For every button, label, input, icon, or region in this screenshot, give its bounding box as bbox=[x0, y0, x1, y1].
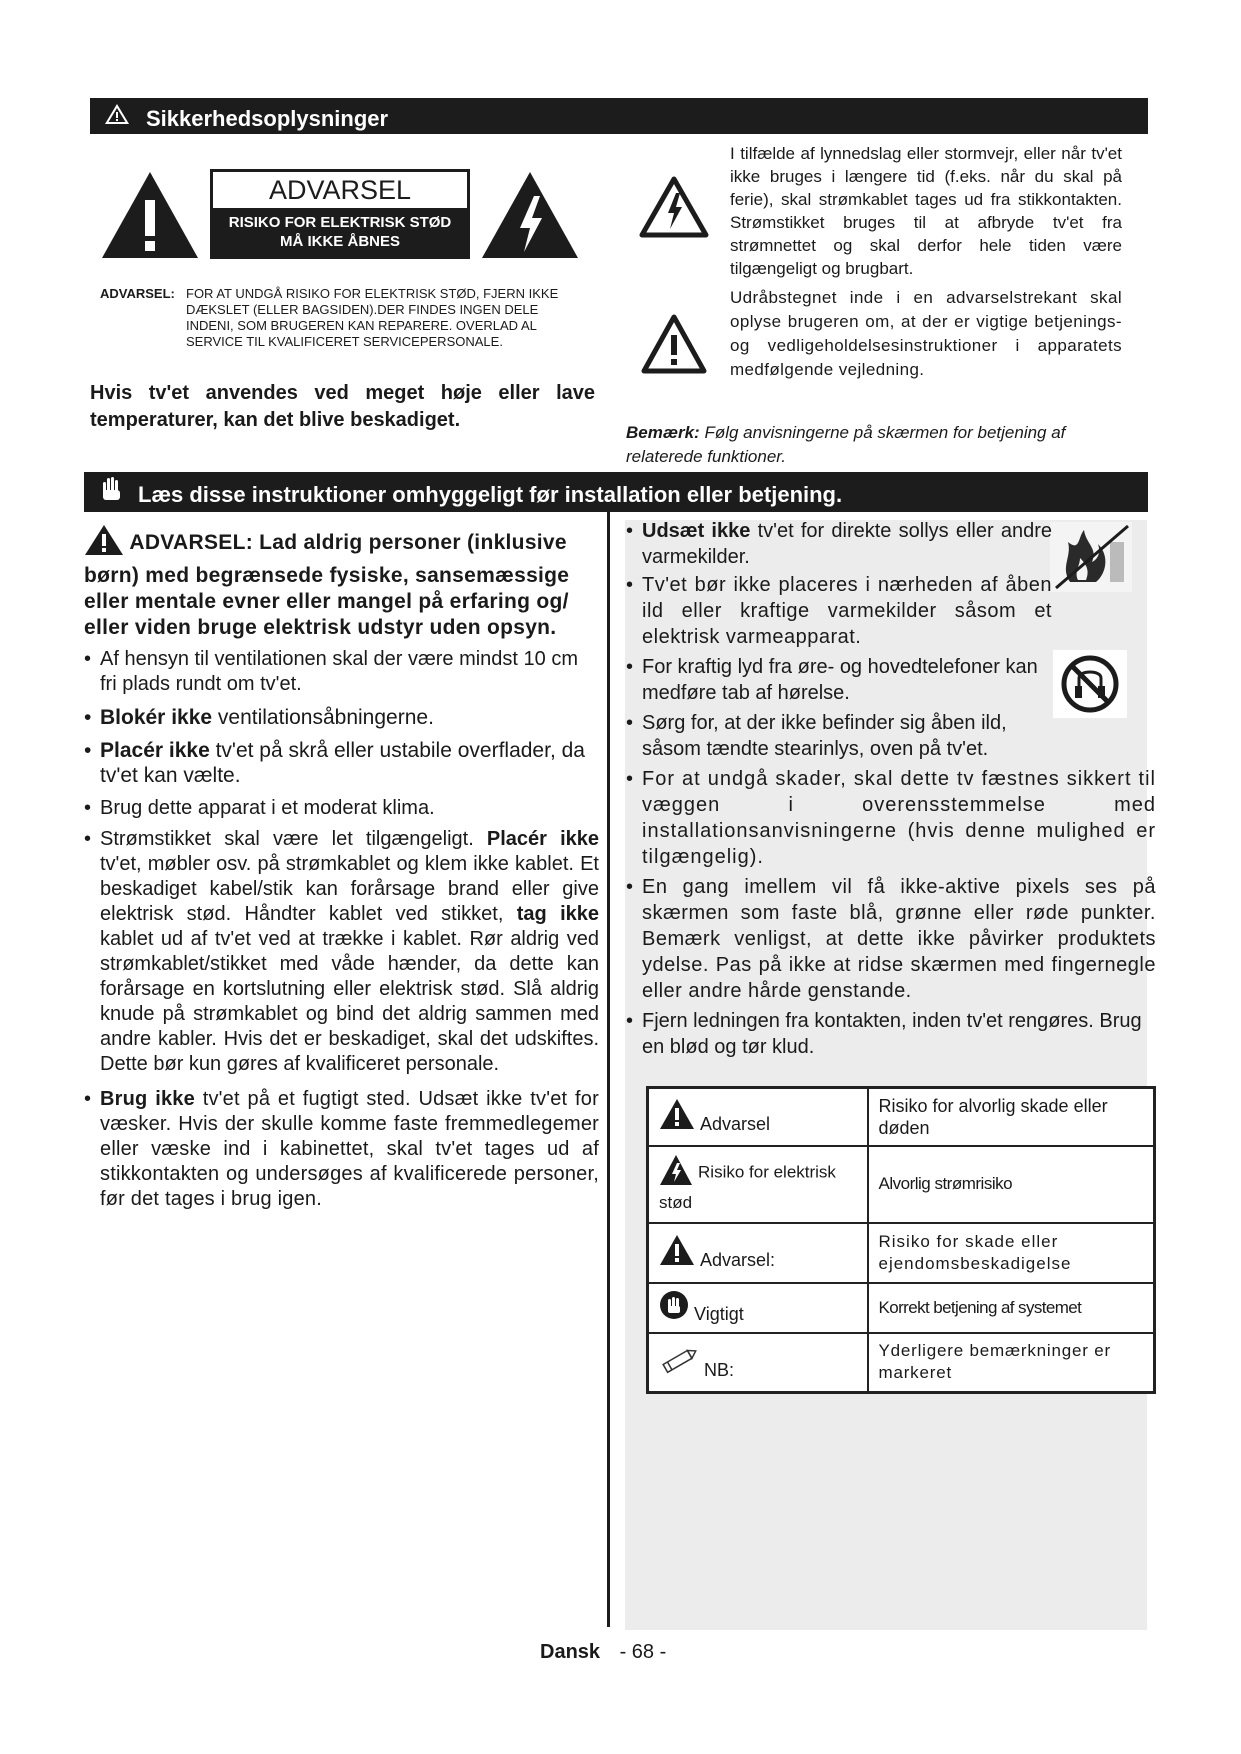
advarsel-text: FOR AT UNDGÅ RISIKO FOR ELEKTRISK STØD, FJERN IKKE DÆKSLET (ELLER BAGSIDEN).DER FINDES INGEN DELE INDENI, SOM BRUGEREN KAN REPARERE. OVERLAD AL SERVICE TIL KVALIFICERET SERVICEPERSONALE. bbox=[186, 286, 559, 349]
hand-icon bbox=[100, 476, 122, 508]
table-row bbox=[648, 1333, 1155, 1393]
exclamation-triangle-icon bbox=[100, 170, 200, 265]
section-header-safety bbox=[90, 98, 1148, 134]
warning-box-heading: ADVARSEL bbox=[268, 175, 412, 205]
pencil-icon bbox=[659, 1344, 699, 1381]
advarsel-label: ADVARSEL: bbox=[100, 286, 175, 301]
exclamation-text: Udråbstegnet inde i en advarselstrekant skal oplyse brugeren om, at der er vigtige betjenings- og vedligeholdelsesinstruktioner i apparatets medfølgende vejledning. bbox=[730, 288, 1122, 379]
legend-label: Advarsel: bbox=[700, 1250, 776, 1270]
legend-desc: Yderligere bemærkninger er markeret bbox=[868, 1333, 1155, 1393]
warning-heading: ADVARSEL: Lad aldrig personer (inklusive børn) med begrænsede fysiske, sansemæssige eller mentale evner eller mangel på erfaring og/ eller viden bruge elektrisk udstyr uden opsyn. bbox=[84, 524, 594, 641]
table-row bbox=[648, 1283, 1155, 1333]
lightning-triangle-icon bbox=[480, 170, 580, 265]
legend-desc: Risiko for skade eller ejendomsbeskadigelse bbox=[868, 1223, 1155, 1283]
warning-box-line1: RISIKO FOR ELEKTRISK STØD bbox=[228, 214, 452, 231]
warning-box bbox=[210, 169, 470, 259]
list-item: • Udsæt ikke tv'et for direkte sollys eller andre varmekilder. bbox=[626, 518, 1052, 570]
table-row bbox=[648, 1088, 1155, 1146]
warning-triangle-icon bbox=[659, 1234, 695, 1271]
list-item: • Strømstikket skal være let tilgængeligt. Placér ikke tv'et, møbler osv. på strømkablet og klem ikke kablet. Et beskadiget kabel/stik kan forårsage brand eller give elektrisk stød. Håndter kablet ved stikket, tag ikke kablet ud af tv'et ved at trække i kablet. Rør aldrig ved strømkablet/stikket med våde hænder, da dette kan forårsage en kortslutning eller elektrisk stød. Slå aldrig knude på strømkablet og bind det aldrig sammen med andre kabler. Hvis det er beskadiget, skal det udskiftes. Dette bør kun gøres af kvalificeret personale. bbox=[84, 827, 599, 1077]
list-item: • Af hensyn til ventilationen skal der være mindst 10 cm fri plads rundt om tv'et. bbox=[84, 647, 599, 697]
legend-label: NB: bbox=[704, 1359, 735, 1380]
legend-label: Risiko for elektrisk stød bbox=[659, 1162, 836, 1212]
legend-label: Advarsel bbox=[700, 1114, 771, 1135]
legend-desc: Risiko for alvorlig skade eller døden bbox=[868, 1088, 1155, 1146]
page-number: - 68 - bbox=[619, 1641, 667, 1663]
warning-box-line2: MÅ IKKE ÅBNES bbox=[279, 233, 400, 250]
list-item: • Sørg for, at der ikke befinder sig åben ild, såsom tændte stearinlys, oven på tv'et. bbox=[626, 710, 1062, 762]
section-title: Sikkerhedsoplysninger bbox=[146, 106, 389, 131]
table-row bbox=[648, 1223, 1155, 1283]
right-bullet-list bbox=[626, 518, 1156, 1066]
column-divider bbox=[607, 512, 610, 1627]
list-item: • For kraftig lyd fra øre- og hovedtelefoner kan medføre tab af hørelse. bbox=[626, 654, 1062, 706]
note-text: Følg anvisningerne på skærmen for betjening af relaterede funktioner. bbox=[626, 423, 1066, 466]
lightning-outline-icon bbox=[638, 175, 710, 244]
list-item: • Placér ikke tv'et på skrå eller ustabile overflader, da tv'et kan vælte. bbox=[84, 738, 599, 788]
symbol-legend-table bbox=[646, 1086, 1156, 1394]
note bbox=[626, 421, 1146, 469]
warning-icon bbox=[104, 102, 130, 132]
note-label: Bemærk: bbox=[626, 423, 700, 442]
exclamation-outline-icon bbox=[640, 313, 708, 380]
left-bullet-list bbox=[84, 647, 599, 1218]
list-item: • Blokér ikke ventilationsåbningerne. bbox=[84, 705, 599, 730]
list-item: • Fjern ledningen fra kontakten, inden tv'et rengøres. Brug en blød og tør klud. bbox=[626, 1008, 1156, 1060]
legend-label: Vigtigt bbox=[694, 1304, 744, 1324]
lightning-text: I tilfælde af lynnedslag eller stormvejr, eller når tv'et ikke bruges i længere tid (f.eks. når du skal på ferie), skal strømkablet tages ud fra stikkontakten. Strømstikket bruges til at afbryde tv'et fra strømnettet og skal derfor hele tiden være tilgængeligt og brugbart. bbox=[730, 144, 1122, 278]
warning-triangle-icon bbox=[84, 524, 124, 563]
section-header-instructions bbox=[84, 472, 1148, 512]
electric-triangle-icon bbox=[659, 1154, 693, 1191]
list-item: • Tv'et bør ikke placeres i nærheden af åben ild eller kraftige varmekilder såsom et elektrisk varmeapparat. bbox=[626, 572, 1052, 650]
warning-triangle-icon bbox=[659, 1098, 695, 1135]
section-title: Læs disse instruktioner omhyggeligt før installation eller betjening. bbox=[138, 482, 843, 507]
footer bbox=[540, 1640, 666, 1664]
table-row bbox=[648, 1146, 1155, 1223]
list-item: • En gang imellem vil få ikke-aktive pixels ses på skærmen som faste blå, grønne eller røde punkter. Bemærk venligst, at dette ikke påvirker produktets ydelse. Pas på ikke at ridse skærmen med fingernegle eller andre hårde genstande. bbox=[626, 874, 1156, 1004]
temperature-note: Hvis tv'et anvendes ved meget høje eller lave temperaturer, kan det blive beskadiget. bbox=[90, 382, 595, 431]
hand-icon bbox=[659, 1290, 689, 1325]
list-item: • For at undgå skader, skal dette tv fæstnes sikkert til væggen i overensstemmelse med installationsanvisningerne (hvis denne mulighed er tilgængelig). bbox=[626, 766, 1156, 870]
legend-desc: Korrekt betjening af systemet bbox=[868, 1283, 1155, 1333]
list-item: • Brug dette apparat i et moderat klima. bbox=[84, 796, 599, 821]
footer-language: Dansk bbox=[540, 1641, 601, 1663]
legend-desc: Alvorlig strømrisiko bbox=[868, 1146, 1155, 1223]
list-item: • Brug ikke tv'et på et fugtigt sted. Udsæt ikke tv'et for væsker. Hvis der skulle komme faste fremmedlegemer eller væske ind i kabinettet, skal tv'et tages ud af stikkontakten og undersøges af kvalificerede personer, før det tages i brug igen. bbox=[84, 1087, 599, 1212]
